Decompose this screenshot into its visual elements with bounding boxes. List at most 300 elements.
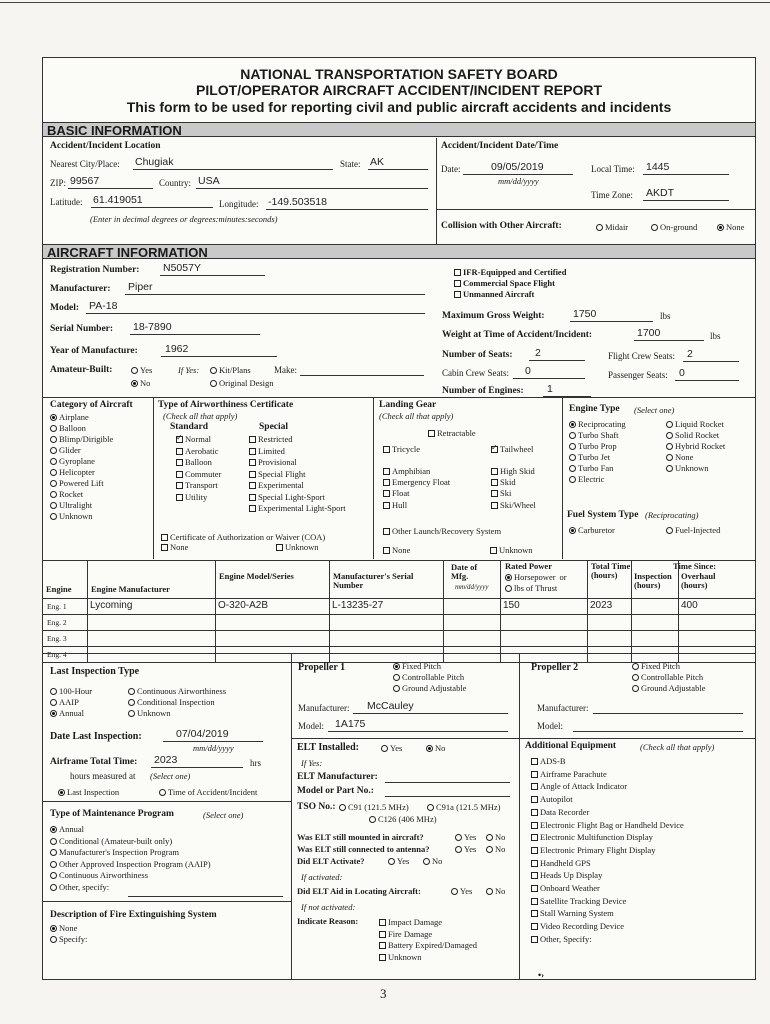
date-field[interactable]: 09/05/2019 [491, 161, 544, 173]
prop1-fixed-radio[interactable] [393, 661, 441, 671]
airframe-unit: hrs [250, 758, 261, 768]
mounted-yes-radio[interactable] [455, 832, 476, 842]
date-col-header: Date of Mfg. [451, 562, 478, 581]
inspection-option-label: Conditional Inspection [137, 697, 215, 707]
checkbox-icon [383, 547, 390, 554]
inspection-unknown-radio[interactable] [128, 708, 171, 718]
checkbox-icon [531, 809, 538, 816]
unmanned-checkbox[interactable] [454, 289, 534, 299]
inspection-annual-radio[interactable] [50, 708, 84, 718]
standard-checkbox-label: Utility [185, 491, 208, 502]
gear-checkbox[interactable] [491, 444, 533, 454]
maintenance-radio[interactable] [50, 824, 84, 834]
radio-selected-icon [393, 663, 400, 670]
elt-model-label: Model or Part No.: [297, 786, 374, 796]
local-time-label: Local Time: [591, 164, 635, 174]
prop2-controllable-radio[interactable] [632, 672, 703, 682]
checkbox-icon [454, 291, 461, 298]
checkbox-icon [176, 459, 183, 466]
checkbox-icon [176, 471, 183, 478]
prop1-controllable-radio[interactable] [393, 672, 464, 682]
model-label: Model: [50, 303, 80, 313]
thrust-label: lbs of Thrust [514, 583, 558, 593]
gear-checkbox[interactable] [383, 500, 407, 510]
prop2-fixed-radio[interactable] [632, 661, 680, 671]
airframe-field[interactable]: 2023 [154, 754, 178, 766]
maintenance-radio[interactable] [50, 847, 179, 857]
fire-specify-radio[interactable] [50, 934, 87, 944]
engine-table-cell[interactable]: L-13235-27 [332, 600, 384, 611]
equipment-checkbox[interactable] [531, 870, 602, 880]
engine-type-radio[interactable] [666, 441, 725, 451]
radio-icon [50, 491, 57, 498]
last-inspection-underline [163, 741, 263, 742]
manufacturer-field[interactable]: Piper [128, 281, 153, 293]
maintenance-radio[interactable] [50, 882, 109, 892]
kit-plans-radio[interactable] [210, 365, 251, 375]
radio-selected-icon [569, 527, 576, 534]
engine-table-cell[interactable]: 150 [503, 600, 520, 611]
radio-icon [666, 465, 673, 472]
timezone-field[interactable]: AKDT [646, 187, 675, 199]
elt-if-yes: If Yes: [301, 758, 323, 768]
activate-no-radio[interactable] [423, 856, 442, 866]
category-radio[interactable] [50, 456, 95, 466]
inspection-col-header: Inspection (hours) [634, 571, 672, 590]
airframe-underline [151, 767, 243, 768]
engine-type-radio[interactable] [666, 419, 724, 429]
flight-crew-field[interactable]: 2 [687, 348, 693, 360]
equipment-checkbox-label: Electronic Flight Bag or Handheld Device [540, 819, 684, 830]
radio-icon [596, 224, 603, 231]
year-field[interactable]: 1962 [165, 343, 189, 355]
engine-type-radio-label: Electric [578, 474, 605, 484]
standard-checkbox[interactable] [176, 457, 212, 467]
category-radio[interactable] [50, 412, 89, 422]
aid-yes-radio[interactable] [451, 886, 472, 896]
special-checkbox[interactable] [249, 446, 285, 456]
other-launch-checkbox[interactable] [383, 526, 501, 536]
propeller2-title: Propeller 2 [531, 662, 579, 673]
checkbox-checked-icon [176, 436, 183, 443]
elt-no-radio[interactable] [426, 743, 445, 753]
equipment-checkbox[interactable] [531, 820, 684, 830]
radio-icon [339, 804, 346, 811]
local-time-underline [643, 174, 729, 175]
checkbox-icon [249, 494, 256, 501]
inspection-100hour-radio[interactable] [50, 686, 92, 696]
checkbox-icon [490, 547, 497, 554]
manufacturer-col-header: Engine Manufacturer [91, 584, 170, 594]
maintenance-radio[interactable] [50, 836, 172, 846]
elt-mfr-underline[interactable] [385, 782, 510, 783]
radio-icon [666, 527, 673, 534]
category-radio[interactable] [50, 445, 81, 455]
reason-checkbox[interactable] [379, 917, 442, 927]
commercial-space-checkbox[interactable] [454, 278, 555, 288]
ifr-checkbox[interactable] [454, 267, 566, 277]
equipment-checkbox[interactable] [531, 781, 627, 791]
date-underline [463, 174, 573, 175]
equipment-checkbox[interactable] [531, 934, 592, 944]
fire-none-radio[interactable] [50, 923, 77, 933]
date-label: Date: [441, 164, 461, 174]
special-checkbox-label: Experimental [258, 480, 304, 490]
engines-field[interactable]: 1 [547, 383, 553, 395]
aid-no-radio[interactable] [486, 886, 505, 896]
inspection-option-label: Annual [59, 708, 85, 718]
prop2-option-label: Ground Adjustable [641, 683, 706, 693]
checkbox-icon [383, 490, 390, 497]
radio-icon [131, 367, 138, 374]
prop1-mfr-label: Manufacturer: [298, 703, 350, 713]
inspection-aaip-radio[interactable] [50, 697, 79, 707]
category-radio[interactable] [50, 500, 92, 510]
checkbox-icon [379, 942, 386, 949]
engine-table-cell[interactable]: Lycoming [90, 600, 133, 611]
yes-label: Yes [460, 886, 473, 896]
weight-at-label: Weight at Time of Accident/Incident: [442, 330, 593, 340]
yes-label: Yes [464, 832, 477, 842]
prop1-mfr-field[interactable]: McCauley [367, 700, 414, 712]
reason-checkbox[interactable] [379, 940, 477, 950]
city-underline [133, 169, 333, 170]
gear-checkbox[interactable] [491, 466, 535, 476]
engine-table-cell[interactable]: 2023 [590, 600, 613, 611]
gear-checkbox-label: Ski [500, 488, 512, 498]
checkbox-icon [249, 448, 256, 455]
equipment-checkbox[interactable] [531, 832, 653, 842]
standard-checkbox[interactable] [176, 446, 219, 456]
connected-yes-radio[interactable] [455, 844, 476, 854]
standard-checkbox-label: Aerobatic [185, 445, 219, 456]
elt-yes-radio[interactable] [381, 743, 402, 753]
report-form [42, 57, 756, 980]
checkbox-icon [531, 834, 538, 841]
max-weight-field[interactable]: 1750 [573, 308, 597, 320]
equipment-checkbox[interactable] [531, 921, 624, 931]
mounted-no-radio[interactable] [486, 832, 505, 842]
checkbox-icon [531, 796, 538, 803]
gear-checkbox[interactable] [383, 466, 430, 476]
retractable-checkbox[interactable] [428, 428, 476, 438]
equipment-title: Additional Equipment [525, 741, 617, 751]
inspection-conditional-radio[interactable] [128, 697, 215, 707]
checkbox-icon [249, 436, 256, 443]
engine-type-radio[interactable] [569, 441, 617, 451]
equipment-checkbox-label: Onboard Weather [540, 883, 600, 893]
connected-no-radio[interactable] [486, 844, 505, 854]
cabin-crew-label: Cabin Crew Seats: [442, 368, 509, 378]
standard-checkbox[interactable] [176, 469, 221, 479]
equipment-checkbox[interactable] [531, 794, 573, 804]
special-checkbox[interactable] [249, 434, 292, 444]
radio-icon [50, 425, 57, 432]
radio-icon [50, 502, 57, 509]
special-checkbox-label: Limited [258, 445, 285, 456]
coa-label: Certificate of Authorization or Waiver (COA) [170, 532, 326, 542]
radio-icon [505, 585, 512, 592]
engine-type-radio[interactable] [569, 430, 619, 440]
make-underline[interactable] [300, 375, 424, 376]
country-field[interactable]: USA [198, 175, 220, 187]
original-design-radio[interactable] [210, 378, 274, 388]
maintenance-radio-label: Other Approved Inspection Program (AAIP) [59, 858, 211, 869]
category-radio-label: Glider [59, 445, 81, 455]
checkbox-icon [531, 910, 538, 917]
gear-checkbox[interactable] [491, 500, 536, 510]
horsepower-radio[interactable] [505, 572, 567, 582]
engine-type-radio[interactable] [569, 474, 604, 484]
elt-if-not-activated: If not activated: [301, 902, 356, 912]
fire-title: Description of Fire Extinguishing System [50, 910, 217, 920]
checkbox-icon [249, 471, 256, 478]
radio-icon [128, 699, 135, 706]
weight-at-field[interactable]: 1700 [637, 327, 661, 339]
radio-icon [427, 804, 434, 811]
category-radio[interactable] [50, 489, 83, 499]
carburetor-radio[interactable] [569, 525, 615, 535]
radio-selected-icon [426, 745, 433, 752]
checkbox-icon [428, 430, 435, 437]
elt-if-activated: If activated: [301, 872, 343, 882]
collision-option-label: None [726, 222, 745, 232]
latitude-field[interactable]: 61.419051 [93, 194, 143, 206]
checkbox-icon [454, 280, 461, 287]
radio-selected-icon [505, 574, 512, 581]
equipment-checkbox[interactable] [531, 769, 607, 779]
special-checkbox[interactable] [249, 457, 297, 467]
maintenance-radio[interactable] [50, 859, 211, 869]
gear-checkbox[interactable] [491, 488, 511, 498]
other-launch-label: Other Launch/Recovery System [392, 526, 502, 536]
radio-icon [50, 872, 57, 879]
prop1-model-field[interactable]: 1A175 [335, 718, 366, 730]
elt-aid-question: Did ELT Aid in Locating Aircraft: [297, 886, 421, 896]
radio-icon [50, 469, 57, 476]
engine-type-radio-label: Liquid Rocket [675, 419, 724, 429]
radio-icon [50, 513, 57, 520]
collision-none-radio[interactable] [717, 222, 744, 232]
prop2-mfr-underline[interactable] [593, 713, 743, 714]
engine-type-radio[interactable] [569, 452, 610, 462]
equipment-checkbox-label: Heads Up Display [540, 870, 603, 881]
special-checkbox-label: Restricted [258, 434, 293, 444]
no-label: No [432, 856, 443, 866]
tso-option-label: C126 (406 MHz) [378, 814, 437, 824]
scan-mark: •› [538, 970, 545, 980]
engine-table-cell[interactable]: O-320-A2B [218, 600, 269, 611]
category-radio[interactable] [50, 467, 95, 477]
tso-c91-radio[interactable] [339, 802, 409, 812]
measured-last-inspection-radio[interactable] [58, 787, 119, 797]
local-time-field[interactable]: 1445 [646, 161, 670, 173]
state-field[interactable]: AK [370, 156, 385, 168]
equipment-checkbox[interactable] [531, 858, 591, 868]
radio-icon [50, 480, 57, 487]
registration-label: Registration Number: [50, 265, 140, 275]
standard-checkbox[interactable] [176, 480, 218, 490]
serial-label: Serial Number: [50, 324, 114, 334]
coa-none-checkbox[interactable] [161, 542, 188, 552]
original-design-label: Original Design [219, 378, 274, 388]
radio-icon [50, 849, 57, 856]
standard-label: Standard [170, 422, 209, 432]
engine-type-title: Engine Type [569, 404, 620, 414]
category-title: Category of Aircraft [50, 400, 133, 410]
standard-checkbox-label: Transport [185, 480, 218, 490]
timezone-underline [643, 200, 729, 201]
prop1-ground-radio[interactable] [393, 683, 466, 693]
prop2-model-underline[interactable] [573, 731, 743, 732]
checkbox-icon [176, 448, 183, 455]
equipment-checkbox[interactable] [531, 845, 655, 855]
no-label: No [495, 886, 506, 896]
passenger-field[interactable]: 0 [679, 367, 685, 379]
special-checkbox[interactable] [249, 503, 346, 513]
radio-icon [50, 688, 57, 695]
special-checkbox[interactable] [249, 469, 305, 479]
equipment-checkbox-label: Other, Specify: [540, 933, 592, 944]
prop-bottom-line [291, 738, 755, 739]
elt-no-label: No [435, 743, 446, 753]
equipment-checkbox[interactable] [531, 807, 589, 817]
coa-unknown-checkbox[interactable] [276, 542, 319, 552]
amateur-yes-radio[interactable] [131, 365, 152, 375]
gear-unknown-checkbox[interactable] [490, 545, 533, 555]
radio-selected-icon [58, 789, 65, 796]
category-radio[interactable] [50, 511, 93, 521]
category-radio[interactable] [50, 434, 113, 444]
thrust-radio[interactable] [505, 583, 557, 593]
engine-type-radio[interactable] [666, 463, 709, 473]
checkbox-icon [531, 860, 538, 867]
equipment-checkbox-label: Electronic Primary Flight Display [540, 844, 656, 855]
activate-yes-radio[interactable] [388, 856, 409, 866]
prop2-ground-radio[interactable] [632, 683, 705, 693]
equipment-checkbox[interactable] [531, 883, 600, 893]
prop2-option-label: Controllable Pitch [641, 672, 704, 682]
cabin-crew-field[interactable]: 0 [525, 365, 531, 377]
year-label: Year of Manufacture: [50, 346, 138, 356]
max-weight-label: Maximum Gross Weight: [442, 311, 545, 321]
engine-type-radio[interactable] [666, 430, 719, 440]
engine-table-cell[interactable]: 400 [681, 600, 698, 611]
category-radio[interactable] [50, 423, 86, 433]
coa-checkbox[interactable] [161, 532, 325, 542]
seats-underline [529, 360, 585, 361]
checkbox-icon [176, 494, 183, 501]
engine-type-radio[interactable] [569, 419, 626, 429]
gear-none-checkbox[interactable] [383, 545, 410, 555]
radio-icon [569, 443, 576, 450]
flag-label: Commercial Space Flight [463, 278, 555, 288]
special-checkbox[interactable] [249, 480, 304, 490]
inspection-option-label: 100-Hour [59, 686, 93, 696]
longitude-field[interactable]: -149.503518 [268, 196, 327, 208]
equipment-checkbox[interactable] [531, 896, 626, 906]
radio-icon [369, 816, 376, 823]
gear-checkbox-label: Skid [500, 477, 516, 487]
tso-c91a-radio[interactable] [427, 802, 500, 812]
prop2-option-label: Fixed Pitch [641, 661, 680, 671]
fuel-injected-radio[interactable] [666, 525, 720, 535]
measured-accident-radio[interactable] [159, 787, 257, 797]
collision-option-label: On-ground [660, 222, 698, 232]
radio-selected-icon [569, 421, 576, 428]
category-radio-label: Ultralight [59, 500, 93, 510]
seats-field[interactable]: 2 [535, 347, 541, 359]
checkbox-icon [531, 771, 538, 778]
radio-selected-icon [50, 414, 57, 421]
model-field[interactable]: PA-18 [89, 300, 118, 312]
collision-midair-radio[interactable] [596, 222, 628, 232]
equipment-checkbox-label: Airframe Parachute [540, 768, 607, 779]
category-radio-label: Airplane [59, 412, 89, 422]
engine-type-radio-label: Turbo Fan [578, 463, 614, 473]
city-field[interactable]: Chugiak [135, 156, 174, 168]
reason-checkbox[interactable] [379, 952, 422, 962]
gear-checkbox[interactable] [383, 488, 409, 498]
last-inspection-field[interactable]: 07/04/2019 [176, 728, 229, 740]
equipment-checkbox[interactable] [531, 908, 614, 918]
equipment-checkbox[interactable] [531, 756, 566, 766]
registration-field[interactable]: N5057Y [163, 262, 201, 274]
fuel-system-hint: (Reciprocating) [645, 510, 699, 520]
engine-type-radio[interactable] [666, 452, 693, 462]
category-radio[interactable] [50, 478, 104, 488]
radio-icon [388, 858, 395, 865]
maintenance-specify-underline[interactable] [128, 896, 283, 897]
zip-field[interactable]: 99567 [70, 175, 100, 187]
checkbox-icon [379, 919, 386, 926]
standard-checkbox[interactable] [176, 434, 211, 444]
radio-icon [381, 745, 388, 752]
radio-icon [50, 936, 57, 943]
passenger-label: Passenger Seats: [608, 370, 668, 380]
special-checkbox[interactable] [249, 492, 325, 502]
checkbox-icon [531, 783, 538, 790]
prop1-model-underline [328, 731, 508, 732]
amateur-no-radio[interactable] [131, 378, 150, 388]
engine-type-radio-label: Turbo Prop [578, 441, 617, 451]
amateur-if-yes: If Yes: [178, 365, 200, 375]
collision-onground-radio[interactable] [651, 222, 697, 232]
inspection-continuous-radio[interactable] [128, 686, 226, 696]
elt-model-underline[interactable] [385, 796, 510, 797]
checkbox-icon [383, 479, 390, 486]
engine-type-radio[interactable] [569, 463, 613, 473]
no-label: No [495, 832, 506, 842]
reason-checkbox[interactable] [379, 929, 432, 939]
manufacturer-underline [125, 294, 425, 295]
radio-icon [651, 224, 658, 231]
checkbox-icon [249, 459, 256, 466]
radio-icon [569, 476, 576, 483]
maintenance-radio[interactable] [50, 870, 148, 880]
amateur-label: Amateur-Built: [50, 365, 113, 375]
gear-checkbox[interactable] [383, 477, 450, 487]
gear-checkbox[interactable] [383, 444, 420, 454]
basic-divider [436, 138, 437, 247]
tso-c126-radio[interactable] [369, 814, 437, 824]
checkbox-icon [383, 446, 390, 453]
special-checkbox-label: Experimental Light-Sport [258, 503, 346, 513]
category-radio-label: Rocket [59, 489, 84, 499]
serial-field[interactable]: 18-7890 [133, 321, 172, 333]
gear-checkbox[interactable] [491, 477, 516, 487]
standard-checkbox[interactable] [176, 492, 207, 502]
